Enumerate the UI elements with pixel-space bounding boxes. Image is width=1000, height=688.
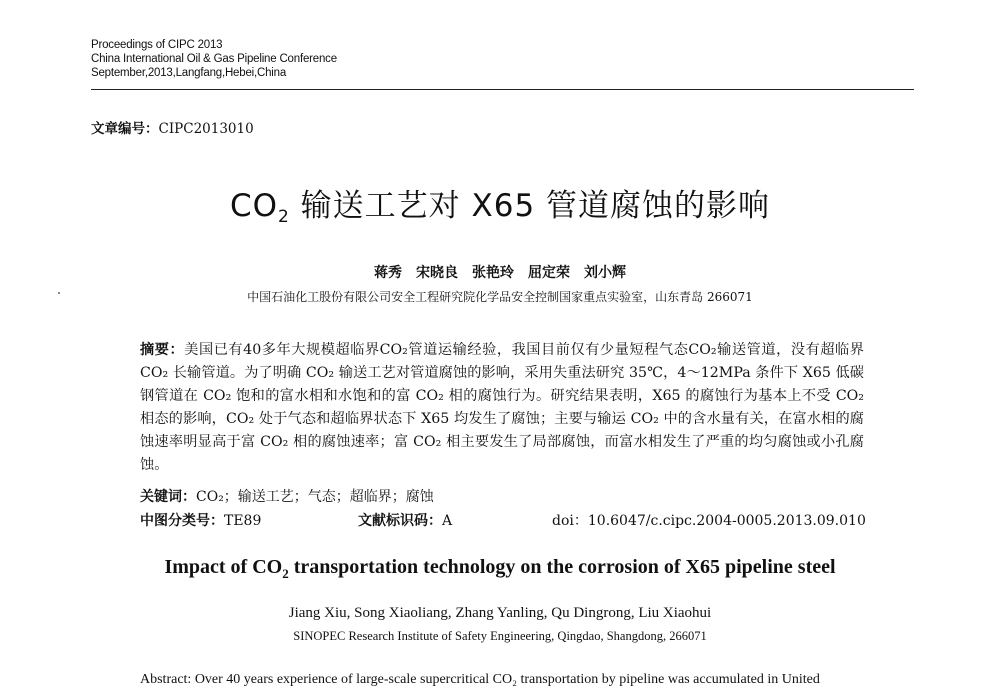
- clc-label: 中图分类号：: [140, 513, 224, 529]
- title-cn-rest: 输送工艺对 X65 管道腐蚀的影响: [289, 188, 771, 224]
- abstract-chinese: [140, 339, 864, 477]
- title-english: [0, 556, 1000, 582]
- doi: [552, 510, 866, 530]
- doi-value[interactable]: 10.6047/c.cipc.2004-0005.2013.09.010: [587, 513, 866, 529]
- doi-label: doi：: [552, 513, 588, 529]
- authors-english: Jiang Xiu, Song Xiaoliang, Zhang Yanling, Qu Dingrong, Liu Xiaohui: [288, 605, 712, 621]
- title-chinese: [0, 180, 1000, 227]
- affiliation-english: SINOPEC Research Institute of Safety Engineering, Qingdao, Shangdong, 266071: [293, 629, 707, 643]
- keywords-value: CO₂；输送工艺；气态；超临界；腐蚀: [196, 489, 434, 505]
- affiliation-chinese: 中国石油化工股份有限公司安全工程研究院化学品安全控制国家重点实验室，山东青岛 266071: [247, 290, 753, 304]
- document-code: [358, 510, 452, 530]
- header-line-3: September,2013,Langfang,Hebei,China: [91, 67, 287, 79]
- clc-number: [140, 510, 261, 530]
- abstract-cn-text: 美国已有40多年大规模超临界CO₂管道运输经验，我国目前仅有少量短程气态CO₂输送管道，没有超临界 CO₂ 长输管道。为了明确 CO₂ 输送工艺对管道腐蚀的影响，采用失重法研究 35℃，4～12MPa 条件下 X65 低碳钢管道在 CO₂ 饱和的富水相和水饱和的富 CO₂ 相的腐蚀行为。研究结果表明，X65 的腐蚀行为基本上不受 CO₂ 相态的影响，CO₂ 处于气态和超临界状态下 X65 均发生了腐蚀；主要与输运 CO₂ 中的含水量有关，在富水相的腐蚀速率明显高于富 CO₂ 相的腐蚀速率；富 CO₂ 相主要发生了局部腐蚀，而富水相发生了严重的均匀腐蚀或小孔腐蚀。: [140, 342, 864, 473]
- article-number-value: CIPC2013010: [158, 121, 254, 137]
- keywords: [140, 486, 434, 506]
- header-line-1: Proceedings of CIPC 2013: [91, 39, 223, 51]
- article-number-label: 文章编号：: [91, 121, 159, 137]
- header-divider: [91, 89, 914, 90]
- title-cn-subscript: 2: [277, 207, 290, 227]
- title-en-subscript: 2: [282, 566, 289, 581]
- article-number: [91, 117, 254, 137]
- clc-value: TE89: [224, 513, 262, 529]
- title-en-prefix: Impact of CO: [164, 556, 283, 578]
- conference-header: [91, 38, 337, 80]
- abstract-english-partial: Abstract: Over 40 years experience of large-scale supercritical CO₂ transportation by pipeline was accumulated in United: [140, 672, 820, 687]
- doc-code-value: A: [442, 513, 453, 529]
- doc-code-label: 文献标识码：: [358, 513, 442, 529]
- authors-chinese: 蒋秀 宋晓良 张艳玲 屈定荣 刘小辉: [374, 265, 626, 281]
- keywords-label: 关键词：: [140, 489, 196, 505]
- title-en-rest: transportation technology on the corrosion of X65 pipeline steel: [288, 556, 836, 578]
- header-line-2: China International Oil & Gas Pipeline Conference: [91, 53, 337, 65]
- abstract-cn-label: 摘要：: [140, 342, 185, 358]
- title-cn-prefix: CO: [229, 188, 278, 224]
